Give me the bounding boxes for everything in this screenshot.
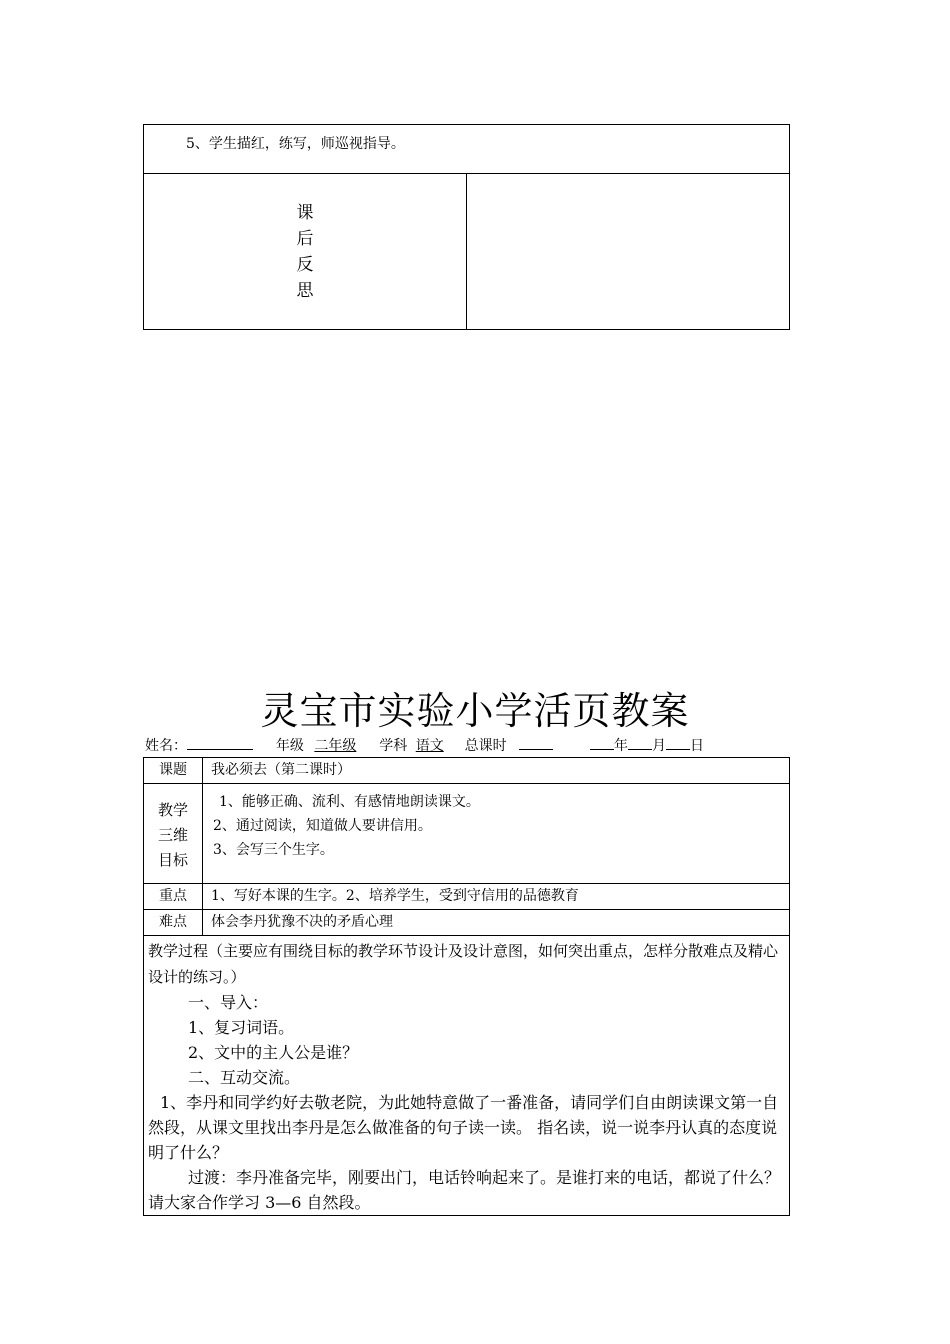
name-blank[interactable] [187,737,253,750]
subject-label: 学科 [379,738,408,754]
info-line [145,735,704,755]
process-paragraph: 过渡：李丹准备完毕，刚要出门，电话铃响起来了。是谁打来的电话，都说了什么？请大家合作学习 3—6 自然段。 [148,1168,781,1212]
section-heading: 二、互动交流。 [188,1068,301,1087]
page-title: 灵宝市实验小学活页教案 [260,689,690,733]
reflection-char: 反 [296,254,314,275]
month-label: 月 [651,738,666,754]
goal-item: 3、会写三个生字。 [213,842,334,858]
lesson-plan-table [143,757,790,1216]
year-label: 年 [613,738,628,754]
topic-label: 课题 [144,758,203,784]
difficulty-label: 难点 [144,910,203,936]
key-points-label: 重点 [144,884,203,910]
previous-page-table [143,124,790,330]
section-heading: 一、导入： [188,993,269,1012]
day-label: 日 [689,738,704,754]
teaching-process [144,936,790,1216]
reflection-content[interactable] [467,174,790,330]
month-blank[interactable] [628,737,652,750]
goal-item: 2、通过阅读，知道做人要讲信用。 [213,818,432,834]
continuation-step: 5、学生描红，练写，师巡视指导。 [144,125,790,174]
key-points-value: 1、写好本课的生字。2、培养学生，受到守信用的品德教育 [203,884,790,910]
day-blank[interactable] [666,737,690,750]
goals-list [203,784,790,884]
process-item: 2、文中的主人公是谁？ [188,1043,359,1062]
process-item: 1、复习词语。 [188,1018,295,1037]
goals-label-line: 教学 [157,801,188,819]
name-label: 姓名： [145,738,187,754]
year-blank[interactable] [590,737,614,750]
goals-label-line: 目标 [157,851,188,869]
hours-blank[interactable] [519,737,553,750]
process-intro: 教学过程（主要应有围绕目标的教学环节设计及设计意图，如何突出重点，怎样分散难点及精心设计的练习。） [148,942,779,986]
goals-label [144,784,203,884]
topic-value: 我必须去（第二课时） [203,758,790,784]
hours-label: 总课时 [464,738,507,754]
grade-label: 年级 [275,738,304,754]
difficulty-value: 体会李丹犹豫不决的矛盾心理 [203,910,790,936]
goal-item: 1、能够正确、流利、有感情地朗读课文。 [219,794,480,810]
process-paragraph: 1、李丹和同学约好去敬老院，为此她特意做了一番准备，请同学们自由朗读课文第一自然段，从课文里找出李丹是怎么做准备的句子读一读。 指名读，说一说李丹认真的态度说明了什么？ [148,1093,779,1162]
reflection-char: 后 [296,228,314,249]
reflection-char: 思 [296,280,314,301]
reflection-label [144,174,467,330]
subject-value: 语文 [415,738,444,754]
grade-value: 二年级 [314,738,357,754]
goals-label-line: 三维 [157,826,188,844]
reflection-char: 课 [296,202,314,223]
